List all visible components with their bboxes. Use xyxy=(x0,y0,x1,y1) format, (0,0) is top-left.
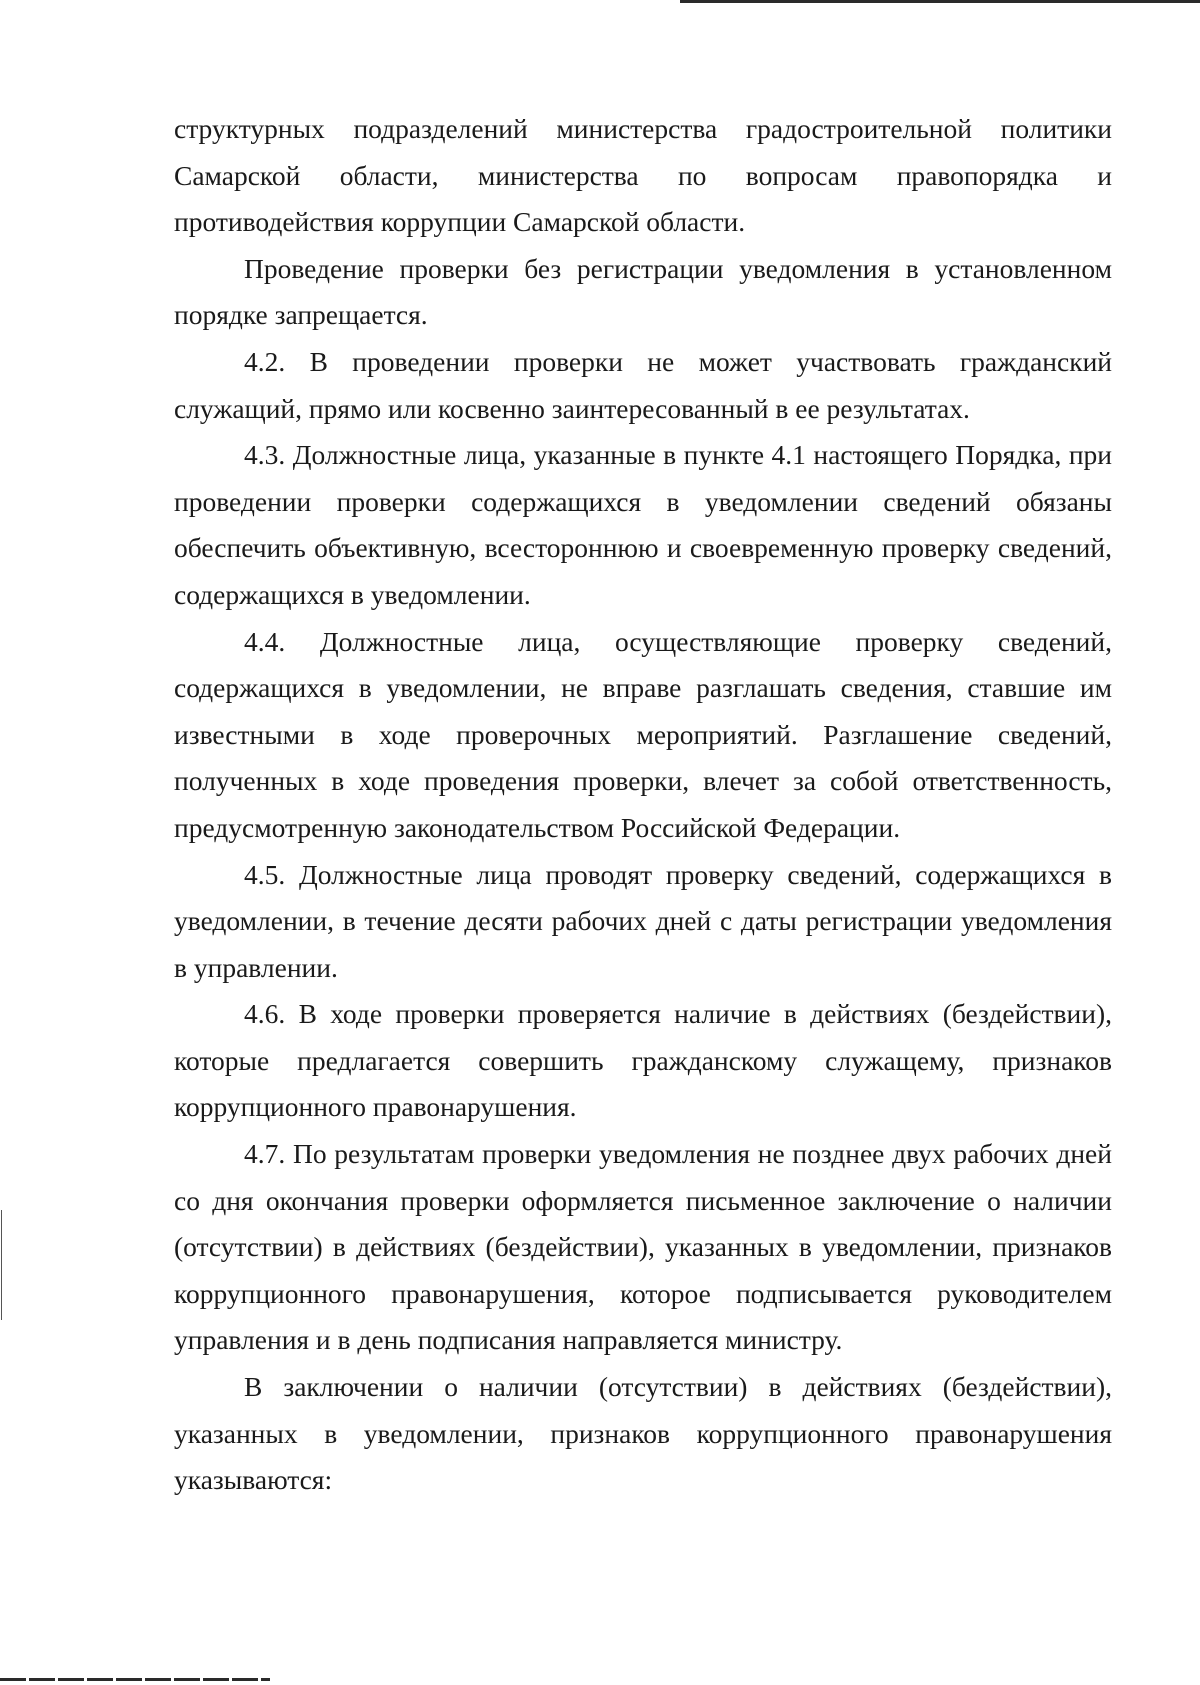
paragraph-4-3: 4.3. Должностные лица, указанные в пункте 4.1 настоящего Порядка, при проведении проверки содержащихся в уведомлении сведений обязаны обеспечить объективную, всестороннюю и своевременную проверку сведений, содержащихся в уведомлении. xyxy=(174,439,1112,610)
scan-edge-left xyxy=(1,1210,2,1320)
paragraph-conclusion-contents: В заключении о наличии (отсутствии) в действиях (бездействии), указанных в уведомлении, признаков коррупционного правонарушения указываются: xyxy=(174,1371,1112,1496)
paragraph-continuation: структурных подразделений министерства градостроительной политики Самарской области, министерства по вопросам правопорядка и противодействия коррупции Самарской области. xyxy=(174,113,1112,238)
scan-edge-top xyxy=(680,0,1200,3)
scan-edge-bottom xyxy=(0,1678,270,1681)
document-body xyxy=(174,106,1112,1504)
paragraph-4-6: 4.6. В ходе проверки проверяется наличие в действиях (бездействии), которые предлагается совершить гражданскому служащему, признаков коррупционного правонарушения. xyxy=(174,998,1112,1123)
paragraph-4-2: 4.2. В проведении проверки не может участвовать гражданский служащий, прямо или косвенно заинтересованный в ее результатах. xyxy=(174,345,1112,424)
paragraph-4-7: 4.7. По результатам проверки уведомления не позднее двух рабочих дней со дня окончания проверки оформляется письменное заключение о наличии (отсутствии) в действиях (бездействии), указанных в уведомлении, признаков коррупционного правонарушения, которое подписывается руководителем управления и в день подписания направляется министру. xyxy=(174,1138,1112,1356)
paragraph-4-5: 4.5. Должностные лица проводят проверку сведений, содержащихся в уведомлении, в течение десяти рабочих дней с даты регистрации уведомления в управлении. xyxy=(174,858,1112,983)
paragraph-check-registration: Проведение проверки без регистрации уведомления в установленном порядке запрещается. xyxy=(174,252,1112,331)
paragraph-4-4: 4.4. Должностные лица, осуществляющие проверку сведений, содержащихся в уведомлении, не вправе разглашать сведения, ставшие им известными в ходе проверочных мероприятий. Разглашение сведений, полученных в ходе проведения проверки, влечет за собой ответственность, предусмотренную законодательством Российской Федерации. xyxy=(174,625,1112,843)
